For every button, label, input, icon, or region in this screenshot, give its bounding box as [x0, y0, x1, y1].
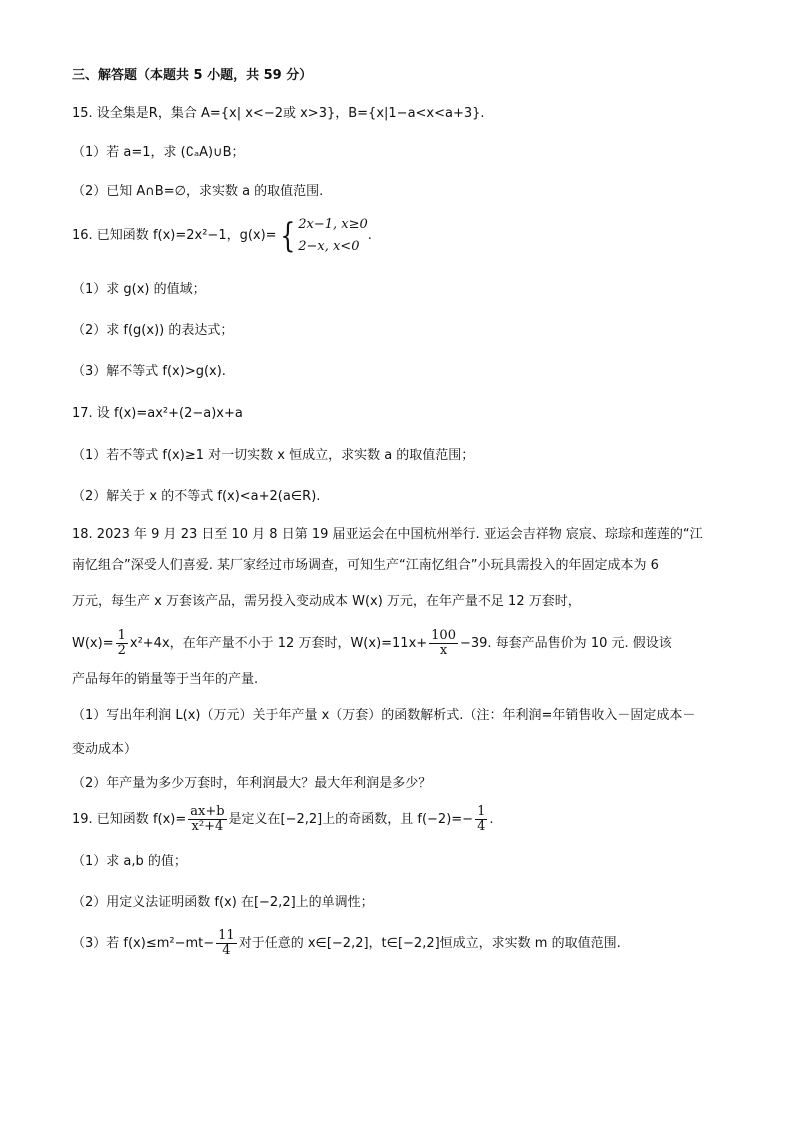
- fraction-one-quarter: [475, 805, 487, 834]
- q18-w-def: W(x)=: [72, 636, 114, 651]
- frac-den: 4: [477, 819, 486, 834]
- q16-part3: （3）解不等式 f(x)>g(x).: [72, 364, 226, 379]
- frac-den: x²+4: [191, 819, 224, 834]
- fraction-one-half: [116, 629, 128, 658]
- q15-stem: 15. 设全集是R，集合 A={x| x<−2或 x>3}，B={x|1−a<x<a+3}.: [72, 106, 485, 121]
- piecewise-cases: [298, 214, 368, 258]
- brace-symbol: {: [279, 216, 295, 256]
- q18-part1a: （1）写出年利润 L(x)（万元）关于年产量 x（万套）的函数解析式.（注：年利润=年销售收入－固定成本－: [72, 708, 696, 723]
- q16-stem-end: .: [367, 228, 372, 243]
- q19-part1: （1）求 a,b 的值；: [72, 854, 187, 869]
- fraction-100-over-x: [429, 629, 458, 658]
- q18-line1: 18. 2023 年 9 月 23 日至 10 月 8 日第 19 届亚运会在中国杭州举行. 亚运会吉祥物 宸宸、琮琮和莲莲的“江: [72, 527, 703, 542]
- q18-line4: [72, 624, 734, 664]
- frac-num: 100: [431, 628, 456, 643]
- q19-part3-end: 对于任意的 x∈[−2,2]，t∈[−2,2]恒成立，求实数 m 的取值范围.: [238, 936, 621, 951]
- q16-stem-text: 16. 已知函数 f(x)=2x²−1，g(x)=: [72, 228, 277, 243]
- frac-den: 2: [117, 643, 126, 658]
- q18-w-end: −39. 每套产品售价为 10 元. 假设该: [459, 636, 672, 651]
- q16-part1: （1）求 g(x) 的值域；: [72, 282, 206, 297]
- q18-line2: 南忆组合”深受人们喜爱. 某厂家经过市场调查，可知生产“江南忆组合”小玩具需投入的年固定成本为 6: [72, 558, 659, 573]
- q19-part3-text: （3）若 f(x)≤m²−mt−: [72, 936, 215, 951]
- q17-part1: （1）若不等式 f(x)≥1 对一切实数 x 恒成立，求实数 a 的取值范围；: [72, 448, 475, 463]
- q16-stem: [72, 214, 734, 260]
- q18-line5: 产品每年的销量等于当年的产量.: [72, 672, 259, 687]
- q17-part2: （2）解关于 x 的不等式 f(x)<a+2(a∈R).: [72, 489, 321, 504]
- q16-part2: （2）求 f(g(x)) 的表达式；: [72, 323, 234, 338]
- frac-den: x: [439, 643, 448, 658]
- q18-part1b: 变动成本）: [72, 742, 138, 757]
- frac-num: ax+b: [190, 804, 225, 819]
- q15-part1: （1）若 a=1，求 (∁ₐA)∪B；: [72, 145, 245, 160]
- q18-part2: （2）年产量为多少万套时，年利润最大？最大年利润是多少？: [72, 776, 432, 791]
- q17-stem: 17. 设 f(x)=ax²+(2−a)x+a: [72, 406, 243, 421]
- q19-stem-text: 19. 已知函数 f(x)=: [72, 812, 187, 827]
- frac-num: 1: [477, 804, 486, 819]
- q19-stem-end: .: [489, 812, 494, 827]
- case-1: 2x−1, x≥0: [298, 217, 368, 232]
- frac-num: 11: [218, 928, 235, 943]
- q19-part3: [72, 924, 734, 964]
- case-2: 2−x, x<0: [298, 239, 360, 254]
- frac-num: 1: [117, 628, 126, 643]
- frac-den: 4: [222, 943, 231, 958]
- section-heading: 三、解答题（本题共 5 小题，共 59 分）: [72, 68, 313, 83]
- q18-line3: 万元，每生产 x 万套该产品，需另投入变动成本 W(x) 万元，在年产量不足 12 万套时，: [72, 594, 581, 609]
- q18-w-mid: x²+4x，在年产量不小于 12 万套时，W(x)=11x+: [129, 636, 428, 651]
- q19-part2: （2）用定义法证明函数 f(x) 在[−2,2]上的单调性；: [72, 895, 374, 910]
- q15-part2: （2）已知 A∩B=∅，求实数 a 的取值范围.: [72, 184, 324, 199]
- fraction-ax-b: [188, 805, 226, 834]
- fraction-11-over-4: [216, 929, 237, 958]
- q19-stem: [72, 800, 734, 840]
- q19-stem-mid: 是定义在[−2,2]上的奇函数，且 f(−2)=−: [228, 812, 474, 827]
